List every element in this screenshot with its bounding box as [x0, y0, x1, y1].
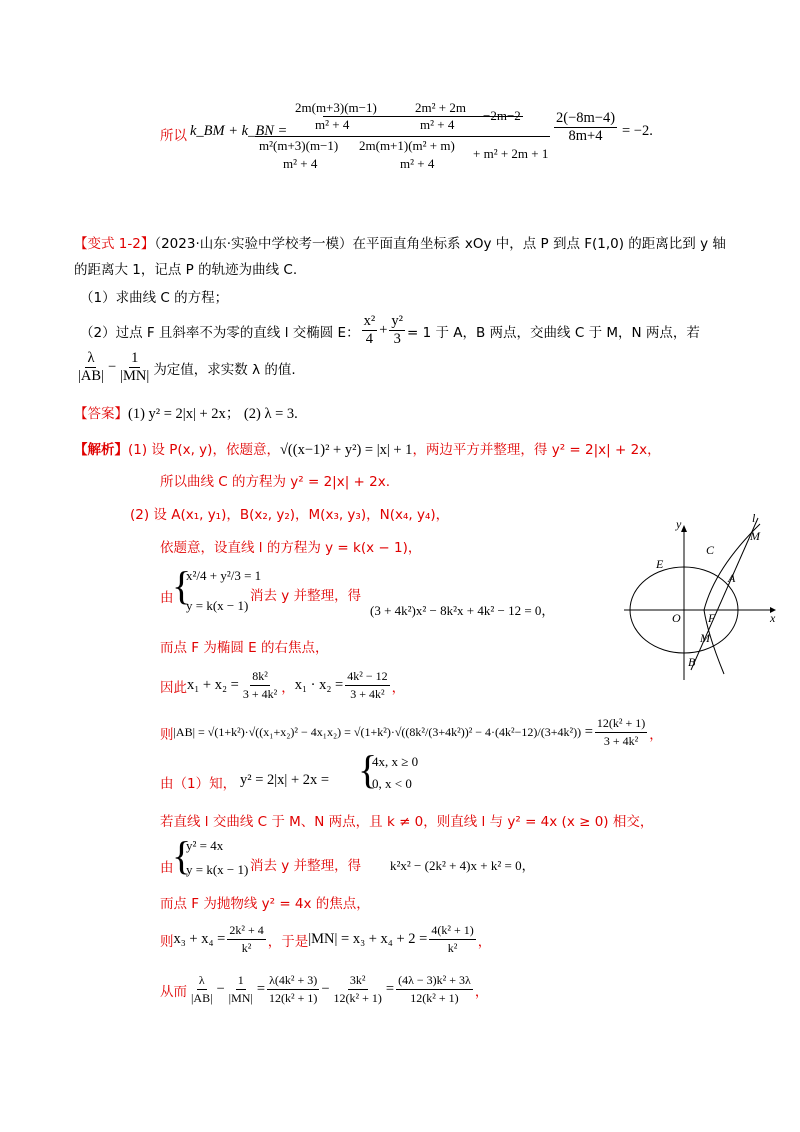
sol-l5-b: 消去 y 并整理，得: [250, 588, 362, 604]
label-O: O: [672, 611, 681, 625]
sol-l13-num: 2k² + 4: [227, 922, 265, 940]
solution-tag: 【解析】: [74, 442, 128, 458]
sol-l11-math: k²x² − (2k² + 4)x + k² = 0，: [390, 858, 535, 873]
question-2: （2）过点 F 且斜率不为零的直线 l 交椭圆 E： $\frac{\text{x²}}{4}$ + $\frac{\text{y²}}{3}$ = 1 于 A，B 两点，交曲线 C 于 M，N 两点，若: [80, 313, 700, 347]
sol-l8-den: 3 + 4k²: [603, 734, 639, 748]
q2-text-a: （2）过点 F 且斜率不为零的直线 l 交椭圆 E：: [80, 324, 360, 341]
den-b-den: m² + 4: [400, 156, 435, 171]
sol-l13-b: ，于是: [267, 933, 309, 950]
q2c-frac1-den: |AB|: [78, 368, 104, 384]
sol-l8-num: 12(k² + 1): [595, 715, 647, 733]
result-fraction: [552, 110, 619, 145]
answer-tag: 【答案】: [74, 406, 128, 422]
solution-line-2: 所以曲线 C 的方程为 y² = 2|x| + 2x.: [160, 474, 391, 490]
problem-line-1: [74, 232, 726, 252]
den-a-den: m² + 4: [283, 156, 318, 171]
num-c: −2m−2: [483, 108, 521, 123]
sol-l13-den: k²: [241, 941, 252, 955]
sol-l14-f1n: λ(4k² + 3): [267, 972, 319, 990]
sol-l7-den2: 3 + 4k²: [350, 687, 385, 701]
sol-l13-num2: 4(k² + 1): [429, 922, 475, 940]
label-x: x: [770, 611, 776, 625]
sol-l8-a: 则: [160, 726, 174, 743]
sol-l1-a: (1) 设 P(x, y)，依题意，: [128, 442, 280, 458]
label-B: B: [688, 655, 696, 669]
sol-l14-f3n: (4λ − 3)k² + 3λ: [396, 972, 473, 990]
problem-line-2: 的距离大 1，记点 P 的轨迹为曲线 C.: [74, 262, 298, 278]
den-c: + m² + 2m + 1: [473, 146, 549, 161]
line-l: [691, 518, 758, 670]
question-2-cont: $\frac{\lambda}{|AB|}$ − $\frac{1}{|MN|}$ 为定值，求实数 λ 的值.: [78, 350, 296, 384]
problem-tag: 【变式 1-2】: [74, 236, 155, 252]
label-l: l: [752, 511, 756, 525]
solution-line-7: 因此 x₁ + x₂ = $\frac{\text{8k²}}{\text{3 + 4k²}}$ ， x₁ · x₂ = $\frac{\text{4k² − 12}}{\text{3 + 4k²}}$ ，: [160, 669, 406, 701]
num-b-den: m² + 4: [420, 117, 455, 132]
sol-l13-a: 则: [160, 933, 174, 950]
slope-sum-lhs: k_BM + k_BN =: [190, 123, 288, 139]
q2-frac1-den: 4: [365, 331, 374, 347]
sol-l14-f1d: 12(k² + 1): [269, 991, 318, 1005]
label-M-upper: M: [750, 529, 760, 543]
sol-l14-f2n: 3k²: [348, 972, 368, 990]
sol-l9-a: 由（1）知，: [160, 776, 237, 792]
solution-line-4: 依题意，设直线 l 的方程为 y = k(x − 1)，: [160, 540, 422, 556]
result-num: 2(−8m−4): [556, 110, 616, 126]
sol-l11-a: 由: [160, 860, 174, 876]
sys2-eq2: y = k(x − 1): [186, 862, 249, 877]
sol-l1-math: √((x−1)² + y²) = |x| + 1: [279, 442, 413, 458]
answer-text: (1) y² = 2|x| + 2x； (2) λ = 3.: [128, 406, 298, 422]
brace-3: {: [172, 833, 192, 878]
num-b: 2m² + 2m: [415, 100, 466, 115]
q2-frac1-num: x²: [363, 313, 376, 329]
sys2-eq1: y² = 4x: [186, 838, 224, 853]
solution-line-13: 则 x₃ + x₄ = $\frac{\text{2k² + 4}}{\text{k²}}$ ，于是 |MN| = x₃ + x₄ + 2 = $\frac{\text{4(k² + 1)}}{\text{k²}}$ ，: [160, 923, 492, 955]
sol-l1-b: ，两边平方并整理，得 y² = 2|x| + 2x，: [412, 442, 661, 458]
q2c-frac1-num: λ: [87, 350, 95, 366]
sys1-eq1: x²/4 + y²/3 = 1: [186, 568, 262, 583]
sol-l14-f2d: 12(k² + 1): [333, 991, 382, 1005]
label-M-lower: M: [700, 631, 710, 645]
label-E: E: [656, 557, 664, 571]
big-fraction: [255, 96, 550, 174]
main-bar: [255, 136, 550, 137]
sol-l7-a: 因此: [160, 679, 187, 696]
brace-2: {: [358, 747, 378, 792]
case-2: 0, x < 0: [372, 776, 412, 791]
y-axis-arrow: [681, 525, 687, 532]
solution-line-12: 而点 F 为抛物线 y² = 4x 的焦点，: [160, 896, 370, 912]
num-a: 2m(m+3)(m−1): [295, 100, 377, 115]
question-1: （1）求曲线 C 的方程；: [80, 290, 229, 306]
label-F: F: [708, 611, 716, 625]
sol-l7-num1: 8k²: [250, 668, 270, 686]
solution-line-10: 若直线 l 交曲线 C 于 M、N 两点，且 k ≠ 0，则直线 l 与 y² = 4x (x ≥ 0) 相交，: [160, 814, 654, 830]
solution-line-3: (2) 设 A(x₁, y₁)，B(x₂, y₂)，M(x₃, y₃)，N(x₄, y₄)，: [130, 507, 450, 523]
q2c-frac2-num: 1: [131, 350, 139, 366]
solution-line-14: 从而 $\frac{\lambda}{|AB|}$ − $\frac{1}{|MN|}$ = $\frac{\text{λ(4k² + 3)}}{\text{12(k² + 1)}}$ − $\frac{\text{3k²}}{\text{12(k² + 1)}}$ = $\frac{\text{(4λ − 3)k² + 3λ}}{\text{12(k² + 1)}}$ ，: [160, 973, 489, 1005]
sol-l7-den1: 3 + 4k²: [242, 687, 278, 701]
label-A: A: [728, 571, 736, 585]
sys1-eq2: y = k(x − 1): [186, 598, 249, 613]
label-C: C: [706, 543, 715, 557]
solution-line-8: 则 |AB| = √(1+k²)·√((x₁+x₂)² − 4x₁x₂) = √(1+k²)·√((8k²/(3+4k²))² − 4·(4k²−12)/(3+4k²)) = $\frac{\text{12(k² + 1)}}{\text{3 + 4k²}}$ ，: [160, 716, 663, 748]
label-y: y: [676, 517, 682, 531]
answer-line: [74, 402, 298, 423]
sol-l9-math: y² = 2|x| + 2x =: [240, 772, 330, 788]
sol-l8-math: |AB| = √(1+k²)·√((x₁+x₂)² − 4x₁x₂) = √(1+k²)·√((8k²/(3+4k²))² − 4·(4k²−12)/(3+4k²)): [173, 725, 582, 739]
solution-line-6: 而点 F 为椭圆 E 的右焦点，: [160, 640, 329, 656]
geometry-figure: [620, 510, 780, 680]
sol-l5-c: (3 + 4k²)x² − 8k²x + 4k² − 12 = 0，: [370, 603, 555, 618]
sol-l11-b: 消去 y 并整理，得: [250, 858, 362, 874]
sol-l14-f3d: 12(k² + 1): [410, 991, 459, 1005]
q2c-frac2-den: |MN|: [120, 368, 150, 384]
sol-l13-den2: k²: [447, 941, 458, 955]
case-1: 4x, x ≥ 0: [372, 754, 419, 769]
q2-frac2-den: 3: [393, 331, 401, 347]
brace-1: {: [172, 563, 192, 608]
num-a-den: m² + 4: [315, 117, 350, 132]
conclusion-prefix: 所以: [160, 128, 187, 144]
sol-l7-num2: 4k² − 12: [345, 668, 389, 686]
sol-l5-a: 由: [160, 590, 174, 606]
solution-line-1: [74, 438, 661, 459]
den-a: m²(m+3)(m−1): [259, 138, 339, 153]
q2-frac2-num: y²: [391, 313, 403, 329]
den-b: 2m(m+1)(m² + m): [359, 138, 455, 153]
sol-l14-a: 从而: [160, 983, 187, 1000]
q2-text-b: = 1 于 A，B 两点，交曲线 C 于 M，N 两点，若: [407, 324, 700, 341]
result-den: 8m+4: [568, 128, 603, 144]
problem-text-1: （2023·山东·实验中学校考一模）在平面直角坐标系 xOy 中，点 P 到点 F(1,0) 的距离比到 y 轴: [154, 236, 726, 252]
q2-text-c: 为定值，求实数 λ 的值.: [153, 361, 296, 378]
result-value: = −2.: [622, 123, 653, 139]
